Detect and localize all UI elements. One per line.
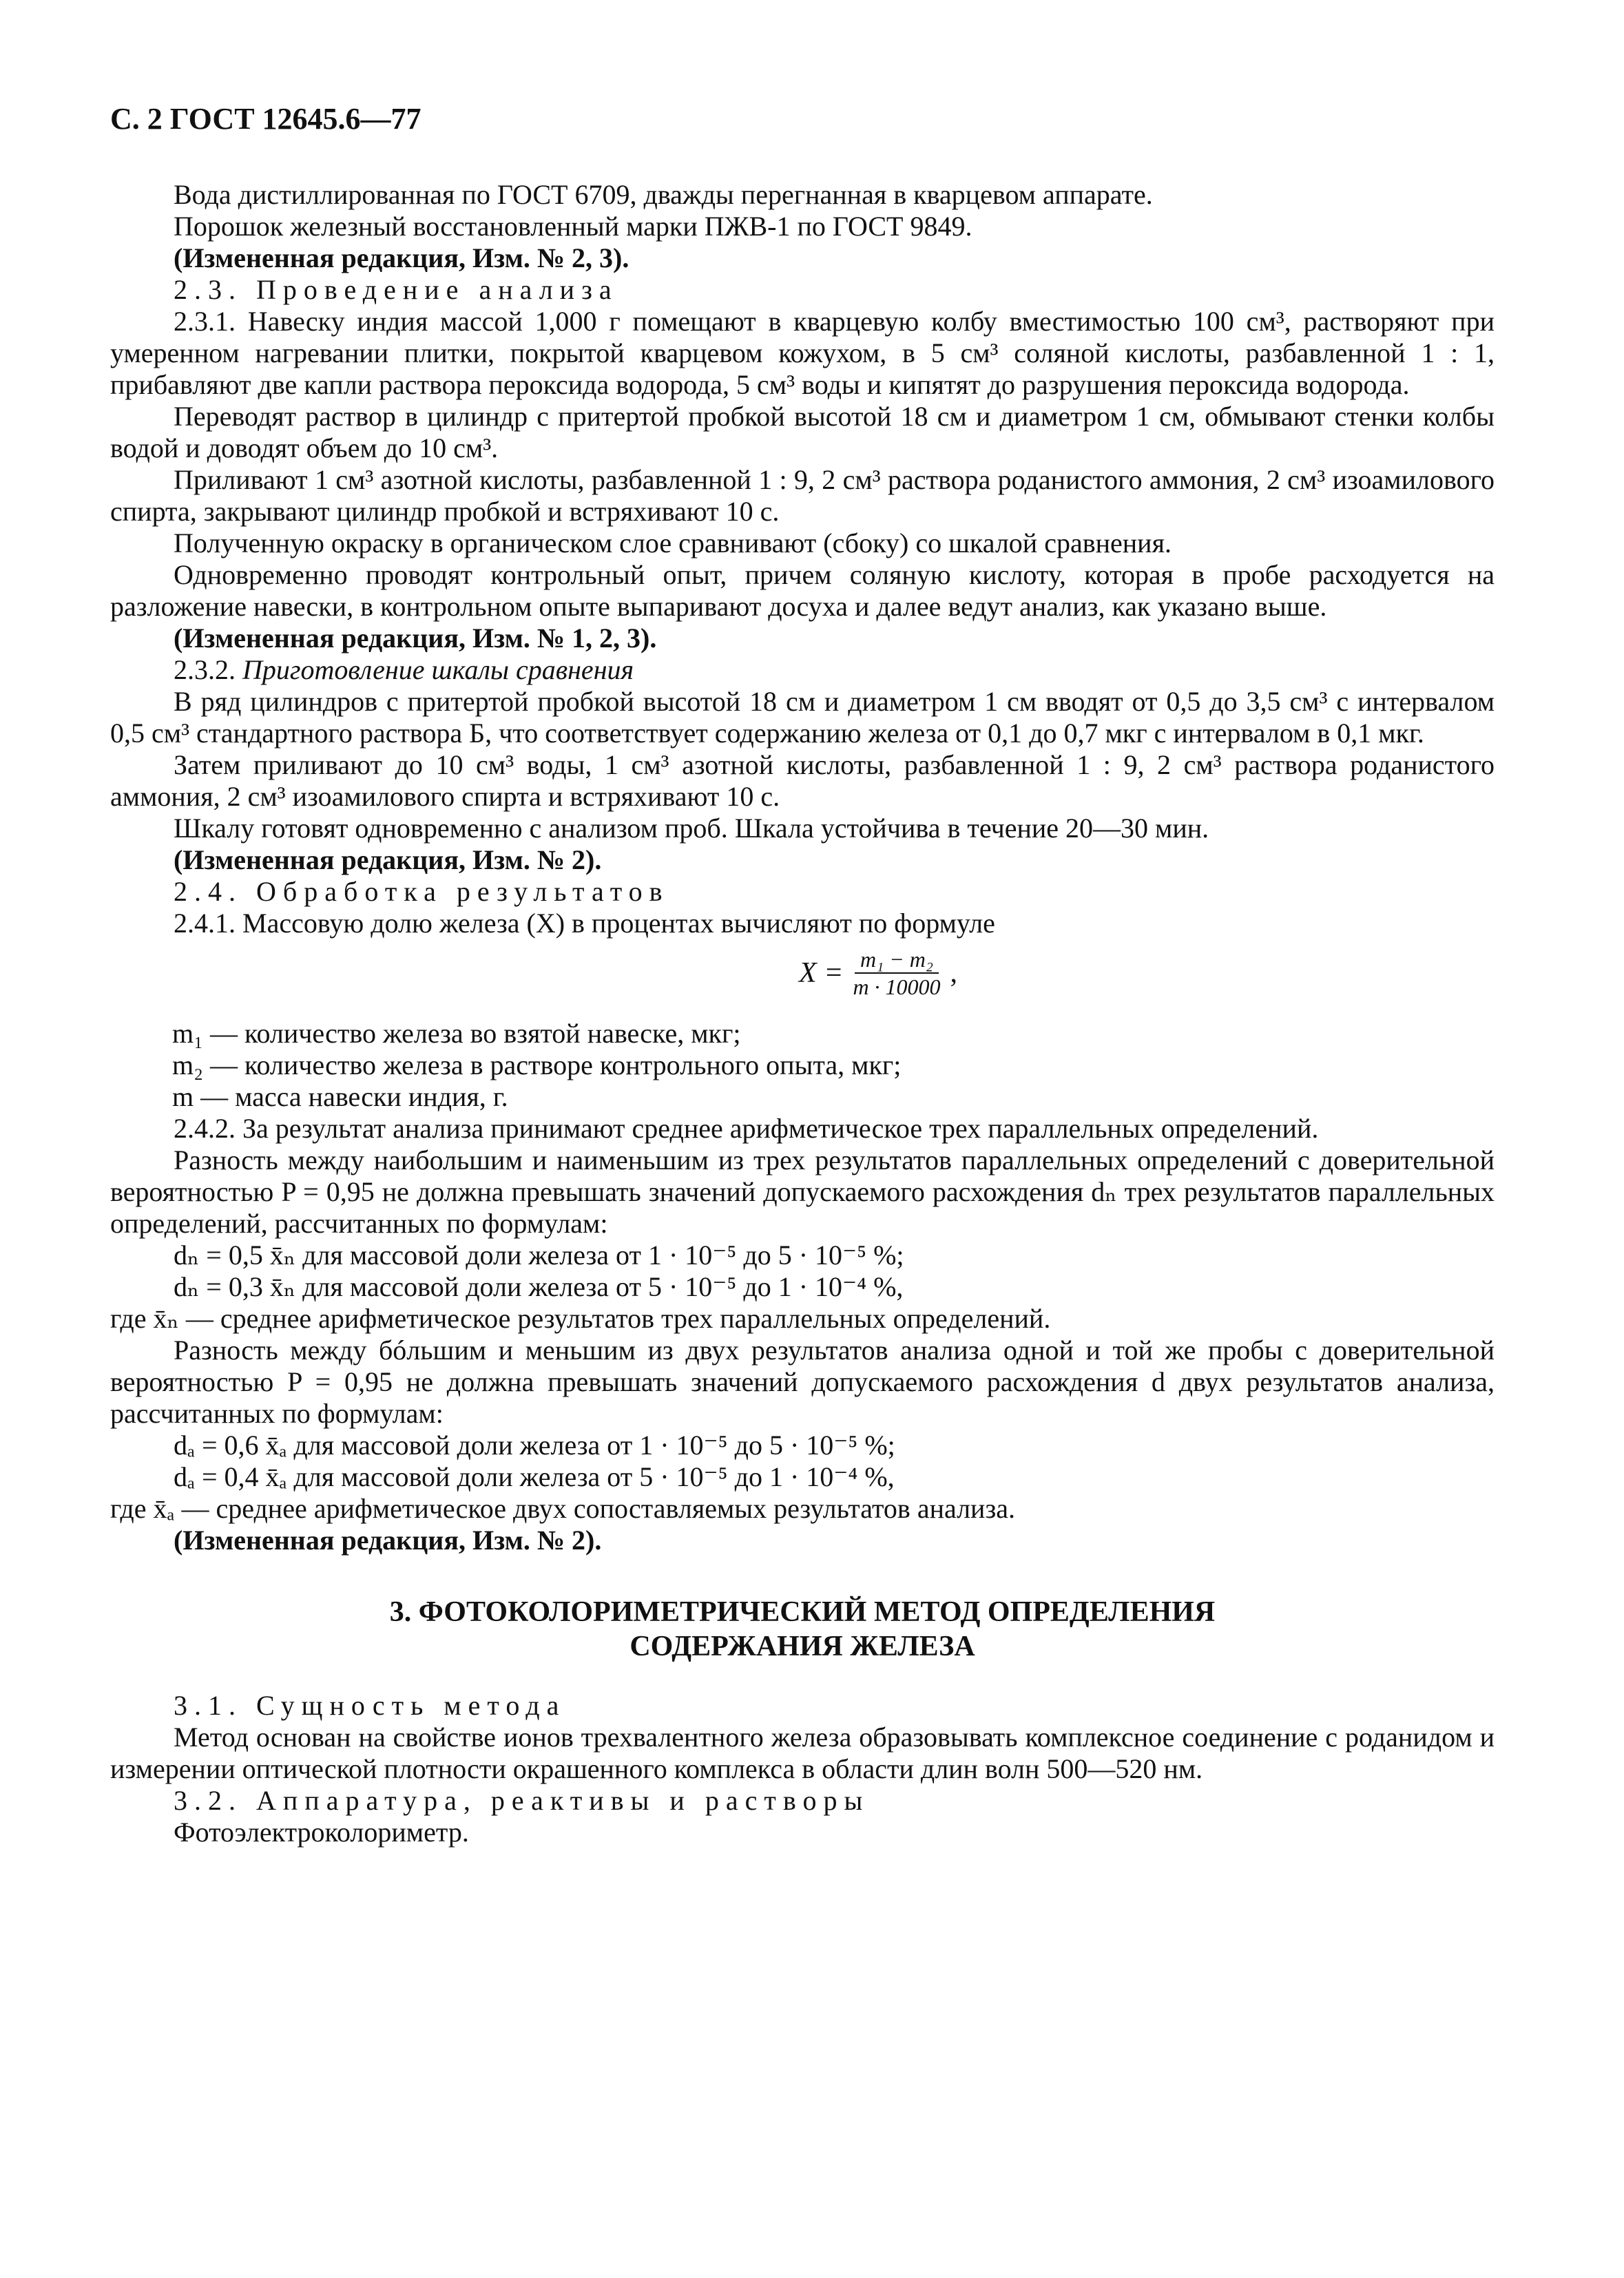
subsection-title: Приготовление шкалы сравнения	[242, 654, 634, 685]
formula-line: dₐ = 0,4 x̄ₐ для массовой доли железа от 5 · 10⁻⁵ до 1 · 10⁻⁴ %,	[174, 1461, 895, 1492]
paragraph: Метод основан на свойстве ионов трехвалентного железа образовывать комплексное соединение с роданидом и измерении оптической плотности окрашенного комплекса в области длин волн 500—520 нм.	[110, 1722, 1495, 1784]
document-page	[110, 103, 1495, 1848]
paragraph: Разность между наибольшим и наименьшим из трех результатов параллельных определений с доверительной вероятностью P = 0,95 не должна превышать значений допускаемого расхождения dₙ трех результатов параллельных определений, рассчитанных по формулам:	[110, 1145, 1495, 1239]
variable-definition: m — масса навески индия, г.	[172, 1081, 508, 1112]
paragraph: где x̄ₙ — среднее арифметическое результатов трех параллельных определений.	[110, 1303, 1051, 1334]
formula-numerator: m₁ − m₂	[855, 946, 939, 974]
variable-definition: m₁ — количество железа во взятой навеске, мкг;	[172, 1018, 741, 1049]
paragraph: В ряд цилиндров с притертой пробкой высотой 18 см и диаметром 1 см вводят от 0,5 до 3,5 см³ с интервалом 0,5 см³ стандартного раствора Б, что соответствует содержанию железа от 0,1 до 0,7 мкг с интервалом в 0,1 мкг.	[110, 686, 1495, 749]
revision-note: (Измененная редакция, Изм. № 2).	[174, 1525, 602, 1556]
paragraph: Переводят раствор в цилиндр с притертой пробкой высотой 18 см и диаметром 1 см, обмывают стенки колбы водой и доводят объем до 10 см³.	[110, 401, 1495, 463]
paragraph: Шкалу готовят одновременно с анализом проб. Шкала устойчива в течение 20—30 мин.	[174, 813, 1209, 844]
paragraph: Одновременно проводят контрольный опыт, причем соляную кислоту, которая в пробе расходуется на разложение навески, в контрольном опыте выпаривают досуха и далее ведут анализ, как указано выше.	[110, 559, 1495, 622]
paragraph: Разность между бóльшим и меньшим из двух результатов анализа одной и той же пробы с доверительной вероятностью P = 0,95 не должна превышать значений допускаемого расхождения d двух результатов анализа, рассчитанных по формулам:	[110, 1335, 1495, 1429]
paragraph: Приливают 1 см³ азотной кислоты, разбавленной 1 : 9, 2 см³ раствора роданистого аммония, 2 см³ изоамилового спирта, закрывают цилиндр пробкой и встряхивают 10 с.	[110, 464, 1495, 527]
formula	[110, 946, 1495, 1008]
paragraph: Порошок железный восстановленный марки ПЖВ-1 по ГОСТ 9849.	[174, 211, 972, 242]
revision-note: (Измененная редакция, Изм. № 1, 2, 3).	[174, 623, 657, 654]
section-2-3-block	[110, 179, 1495, 939]
section-title-line: 3. ФОТОКОЛОРИМЕТРИЧЕСКИЙ МЕТОД ОПРЕДЕЛЕНИЯ	[389, 1596, 1216, 1628]
paragraph: Вода дистиллированная по ГОСТ 6709, дважды перегнанная в кварцевом аппарате.	[174, 179, 1153, 210]
subsection-number: 2.3.2.	[174, 654, 242, 685]
subsection-heading: 3.1. Сущность метода	[174, 1690, 566, 1721]
paragraph: Фотоэлектроколориметр.	[174, 1817, 469, 1848]
section-title-line: СОДЕРЖАНИЯ ЖЕЛЕЗА	[629, 1631, 975, 1662]
paragraph: где x̄ₐ — среднее арифметическое двух сопоставляемых результатов анализа.	[110, 1493, 1016, 1524]
variable-definition: m₂ — количество железа в растворе контрольного опыта, мкг;	[172, 1049, 902, 1080]
paragraph: Полученную окраску в органическом слое сравнивают (сбоку) со шкалой сравнения.	[174, 527, 1172, 558]
formula-line: dₐ = 0,6 x̄ₐ для массовой доли железа от 1 · 10⁻⁵ до 5 · 10⁻⁵ %;	[174, 1430, 895, 1461]
formula-tail: ,	[950, 957, 958, 989]
paragraph: 2.4.1. Массовую долю железа (X) в процентах вычисляют по формуле	[174, 908, 995, 939]
variable-definitions	[110, 1018, 1495, 1113]
subsection-heading: 2.4. Обработка результатов	[174, 876, 669, 907]
section-3-block	[110, 1690, 1495, 1848]
formula-lhs: X =	[798, 957, 844, 989]
section-2-4-2-block	[110, 1113, 1495, 1556]
formula-line: dₙ = 0,5 x̄ₙ для массовой доли железа от 1 · 10⁻⁵ до 5 · 10⁻⁵ %;	[174, 1240, 904, 1271]
subsection-heading: 3.2. Аппаратура, реактивы и растворы	[174, 1785, 870, 1816]
section-3-title	[110, 1595, 1495, 1664]
paragraph: 2.3.1. Навеску индия массой 1,000 г помещают в кварцевую колбу вместимостью 100 см³, растворяют при умеренном нагревании плитки, покрытой кварцевом кожухом, в 5 см³ соляной кислоты, разбавленной 1 : 1, прибавляют две капли раствора пероксида водорода, 5 см³ воды и кипятят до разрушения пероксида водорода.	[110, 306, 1495, 400]
formula-line: dₙ = 0,3 x̄ₙ для массовой доли железа от 5 · 10⁻⁵ до 1 · 10⁻⁴ %,	[174, 1271, 904, 1302]
paragraph: Затем приливают до 10 см³ воды, 1 см³ азотной кислоты, разбавленной 1 : 9, 2 см³ раствора роданистого аммония, 2 см³ изоамилового спирта и встряхивают 10 с.	[110, 749, 1495, 812]
paragraph: 2.4.2. За результат анализа принимают среднее арифметическое трех параллельных определений.	[174, 1113, 1319, 1144]
subsection-heading: 2.3. Проведение анализа	[174, 274, 618, 305]
page-header: С. 2 ГОСТ 12645.6—77	[110, 102, 421, 136]
formula-denominator: m · 10000	[853, 974, 941, 999]
subsection-2-3-2-heading	[110, 654, 1495, 686]
formula-fraction	[847, 946, 946, 1000]
revision-note: (Измененная редакция, Изм. № 2).	[174, 844, 602, 875]
revision-note: (Измененная редакция, Изм. № 2, 3).	[174, 242, 629, 273]
